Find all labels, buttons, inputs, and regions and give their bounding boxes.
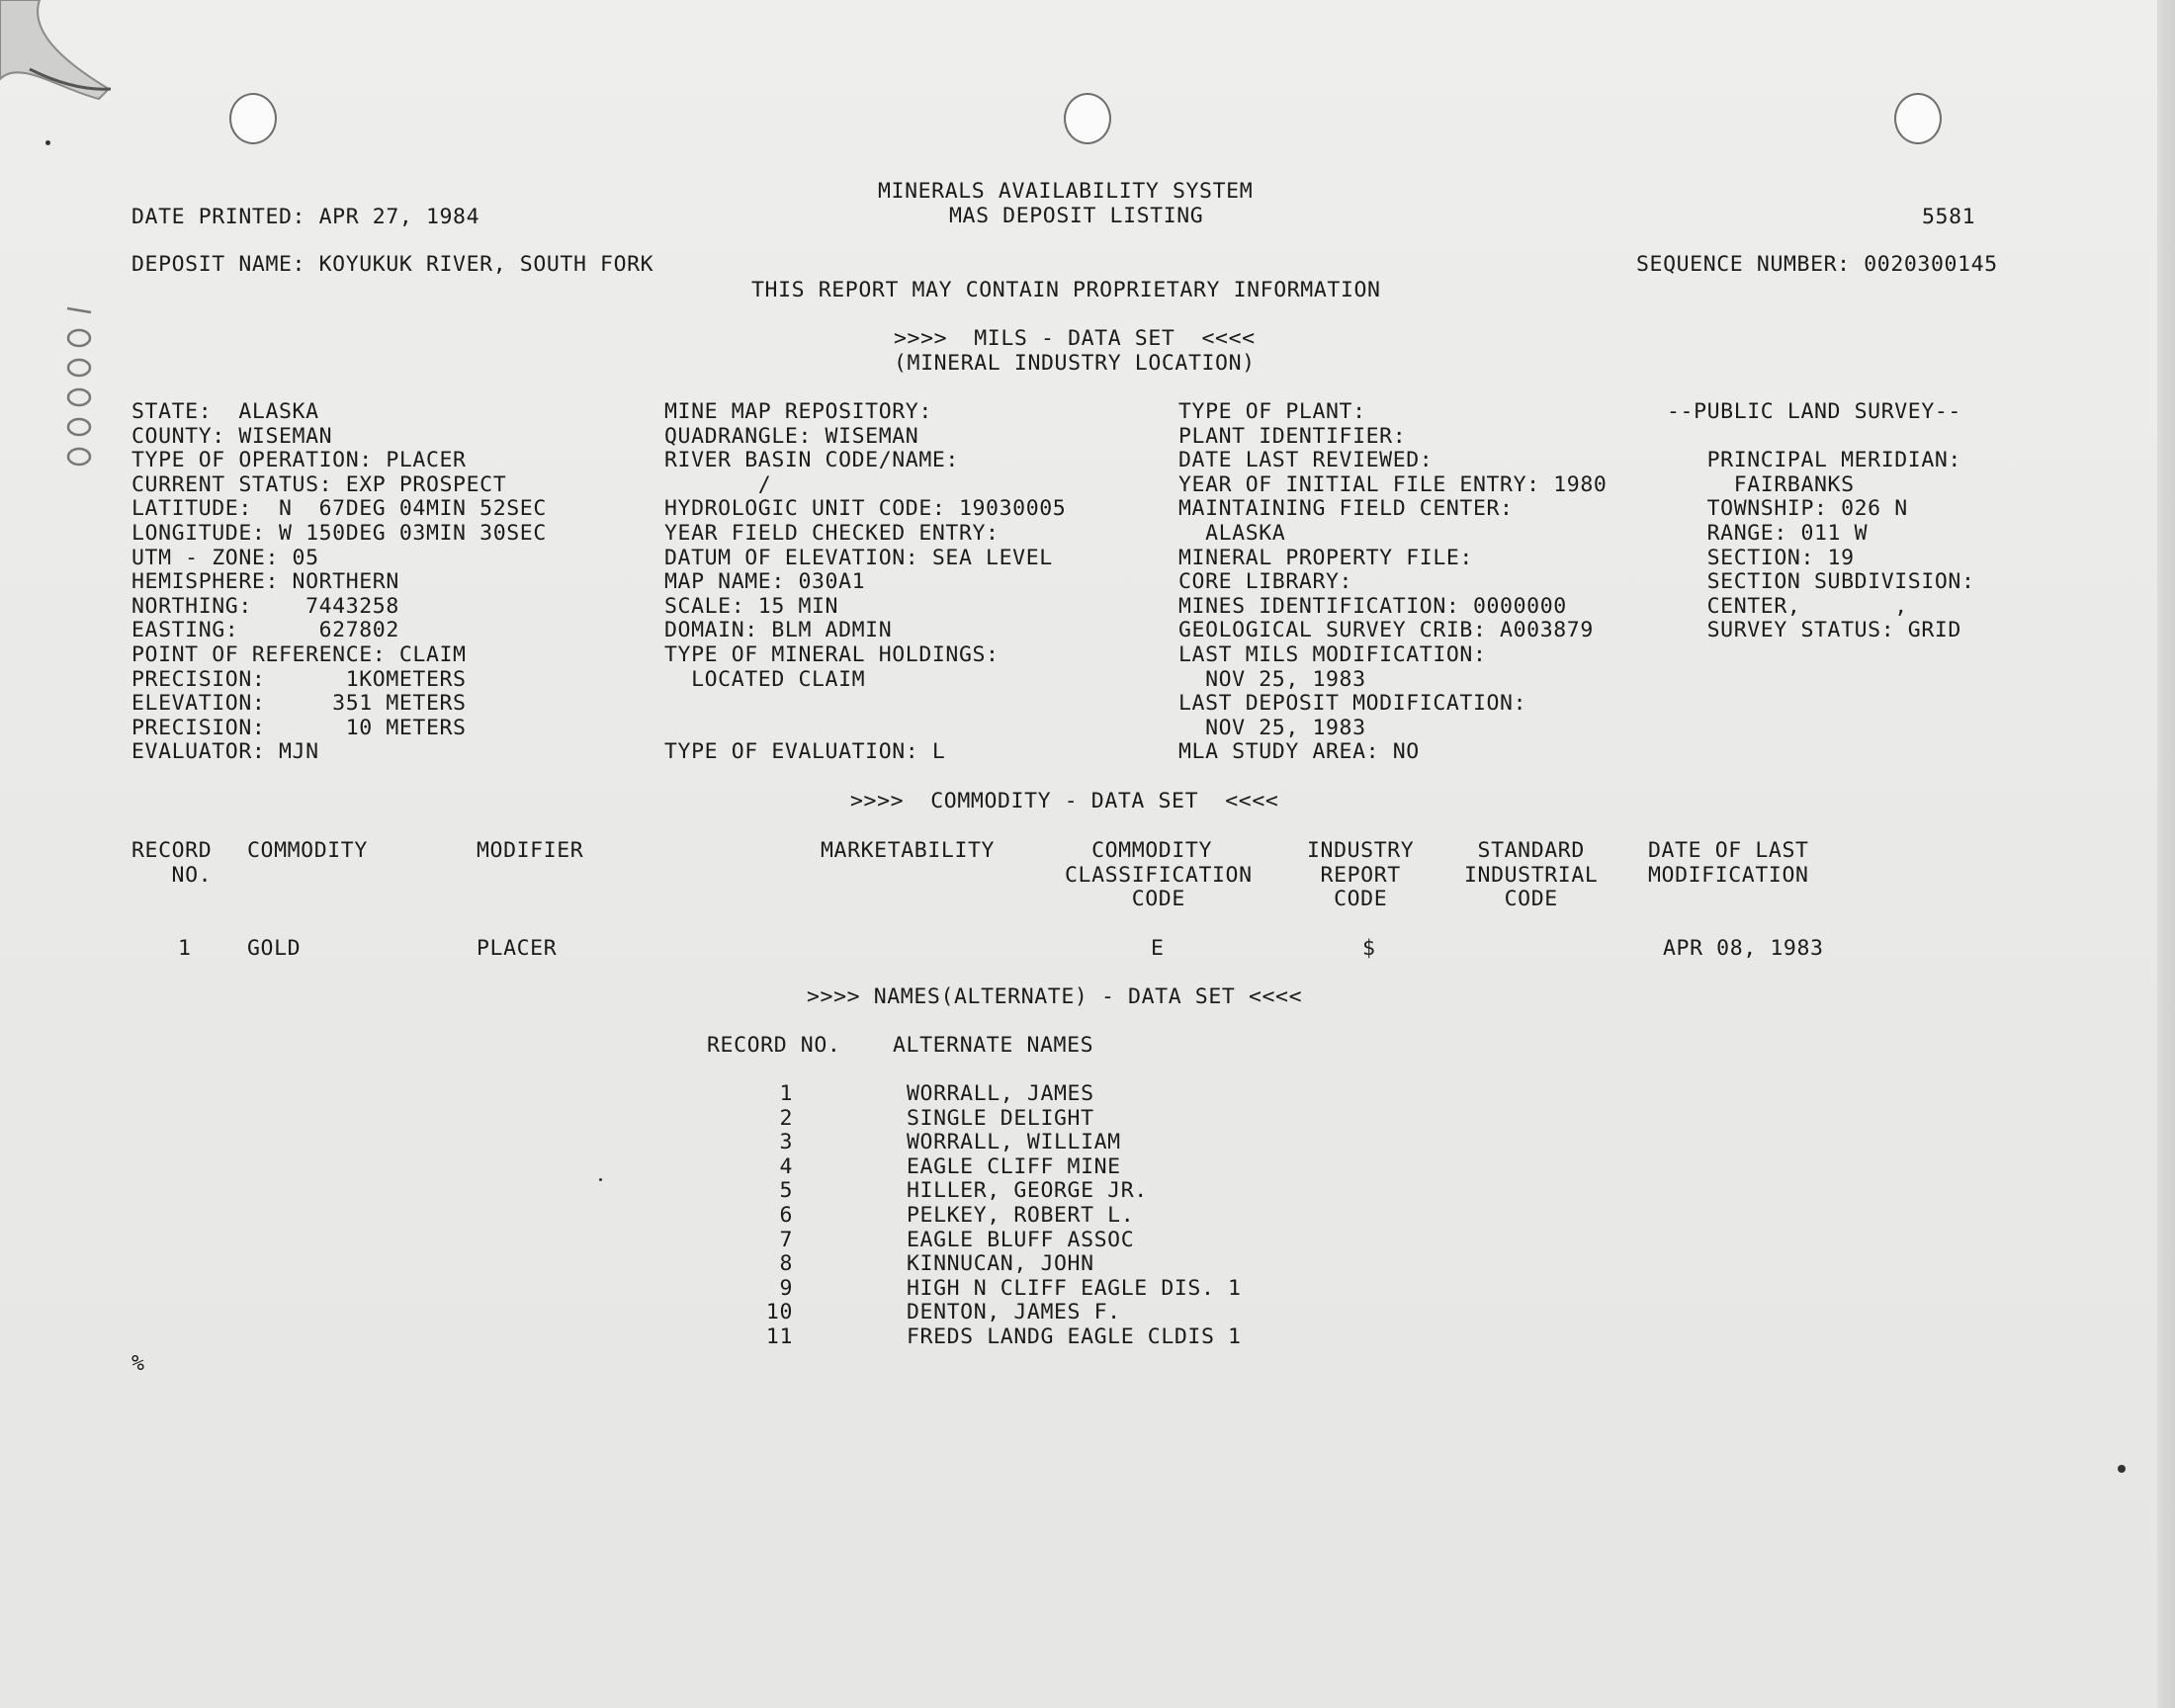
list-item	[0, 1204, 2175, 1228]
mils-field: MINES IDENTIFICATION: 0000000	[1178, 593, 1567, 619]
header-commodity: COMMODITY	[247, 838, 368, 863]
alternate-name: HILLER, GEORGE JR.	[907, 1178, 1148, 1204]
name-record-no: 8	[779, 1251, 793, 1277]
name-record-no: 3	[779, 1130, 793, 1155]
header-industry: REPORT	[1307, 862, 1401, 888]
survey-field: TOWNSHIP: 026 N	[1667, 496, 1908, 522]
list-item	[0, 1301, 2175, 1324]
mils-field: HEMISPHERE: NORTHERN	[131, 569, 399, 595]
alternate-name: EAGLE BLUFF ASSOC	[907, 1227, 1135, 1252]
alternate-name: SINGLE DELIGHT	[907, 1105, 1094, 1131]
mils-field: MLA STUDY AREA: NO	[1178, 739, 1420, 765]
mils-field: TYPE OF MINERAL HOLDINGS:	[664, 642, 1000, 667]
mils-field: TYPE OF PLANT:	[1178, 399, 1366, 424]
mils-field: YEAR FIELD CHECKED ENTRY:	[664, 521, 1000, 546]
list-item	[0, 1252, 2175, 1276]
mils-field: RIVER BASIN CODE/NAME:	[664, 448, 959, 473]
system-title: MINERALS AVAILABILITY SYSTEM	[878, 179, 1254, 204]
alternate-name: WORRALL, WILLIAM	[907, 1130, 1121, 1155]
listing-title: MAS DEPOSIT LISTING	[949, 204, 1204, 228]
commodity-record-no: 1	[178, 936, 192, 961]
binder-hole-left	[229, 93, 277, 144]
mils-field: MINE MAP REPOSITORY:	[664, 399, 932, 424]
header-sic: INDUSTRIAL	[1464, 862, 1599, 888]
alternate-name: FREDS LANDG EAGLE CLDIS 1	[907, 1324, 1242, 1349]
footer-mark: %	[131, 1351, 145, 1376]
header-record-no: NO.	[158, 862, 213, 888]
mils-field: DATUM OF ELEVATION: SEA LEVEL	[664, 545, 1053, 570]
mils-field: DATE LAST REVIEWED:	[1178, 448, 1434, 473]
mils-field: NOV 25, 1983	[1178, 715, 1366, 740]
alternate-name: EAGLE CLIFF MINE	[907, 1153, 1121, 1179]
header-industry: INDUSTRY	[1307, 838, 1415, 863]
mils-field: YEAR OF INITIAL FILE ENTRY: 1980	[1178, 471, 1608, 497]
name-record-no: 5	[779, 1178, 793, 1204]
list-item	[0, 1277, 2175, 1301]
list-item	[0, 1179, 2175, 1203]
mils-field: /	[664, 471, 772, 497]
name-record-no: 1	[779, 1081, 793, 1106]
name-record-no: 4	[779, 1153, 793, 1179]
alternate-name: HIGH N CLIFF EAGLE DIS. 1	[907, 1275, 1242, 1301]
survey-field: --PUBLIC LAND SURVEY--	[1667, 399, 1961, 424]
survey-field: CENTER, ,	[1667, 593, 1908, 619]
header-modifier: MODIFIER	[477, 838, 584, 863]
names-header: ALTERNATE NAMES	[893, 1033, 1094, 1058]
name-record-no: 9	[779, 1275, 793, 1301]
mils-field: ALASKA	[1178, 521, 1286, 546]
mils-field: LATITUDE: N 67DEG 04MIN 52SEC	[131, 496, 547, 522]
commodity-last-mod: APR 08, 1983	[1663, 936, 1824, 961]
alternate-name: PELKEY, ROBERT L.	[907, 1203, 1135, 1228]
commodity-row	[0, 937, 2175, 963]
name-record-no: 10	[765, 1300, 793, 1325]
name-record-no: 6	[779, 1203, 793, 1228]
commodity-modifier: PLACER	[477, 936, 558, 961]
mils-field: HYDROLOGIC UNIT CODE: 19030005	[664, 496, 1067, 522]
commodity-name: GOLD	[247, 936, 302, 961]
ink-speck	[2118, 1465, 2126, 1473]
date-printed: DATE PRINTED: APR 27, 1984	[131, 205, 480, 229]
header-last-mod: MODIFICATION	[1648, 862, 1809, 888]
page-number: 5581	[1922, 205, 1976, 229]
mils-field: QUADRANGLE: WISEMAN	[664, 423, 919, 449]
mils-field: MAINTAINING FIELD CENTER:	[1178, 496, 1514, 522]
header-sic: STANDARD	[1464, 838, 1585, 863]
torn-corner-graphic	[0, 0, 119, 119]
survey-field: SECTION: 19	[1667, 545, 1855, 570]
header-industry: CODE	[1307, 887, 1388, 912]
mils-field: STATE: ALASKA	[131, 399, 319, 424]
commodity-classification: E	[1151, 936, 1165, 961]
commodity-heading: >>>> COMMODITY - DATA SET <<<<	[850, 789, 1279, 813]
mils-field: COUNTY: WISEMAN	[131, 423, 333, 449]
header-classification: COMMODITY	[1065, 838, 1212, 863]
mils-subheading: (MINERAL INDUSTRY LOCATION)	[894, 351, 1256, 376]
mils-field: UTM - ZONE: 05	[131, 545, 319, 570]
ink-speck	[45, 140, 50, 145]
mils-heading: >>>> MILS - DATA SET <<<<	[894, 326, 1256, 351]
commodity-table-header	[0, 839, 2175, 914]
binder-hole-right	[1894, 93, 1942, 144]
header-marketability: MARKETABILITY	[821, 838, 996, 863]
deposit-name: DEPOSIT NAME: KOYUKUK RIVER, SOUTH FORK	[131, 252, 654, 277]
name-record-no: 2	[779, 1105, 793, 1131]
names-record-header: RECORD NO.	[707, 1033, 841, 1058]
survey-field: SECTION SUBDIVISION:	[1667, 569, 1975, 595]
alternate-name: WORRALL, JAMES	[907, 1081, 1094, 1106]
names-heading: >>>> NAMES(ALTERNATE) - DATA SET <<<<	[807, 984, 1303, 1009]
mils-field: SCALE: 15 MIN	[664, 593, 839, 619]
name-record-no: 11	[765, 1324, 793, 1349]
mils-field: DOMAIN: BLM ADMIN	[664, 618, 893, 643]
mils-field: EVALUATOR: MJN	[131, 739, 319, 765]
mils-field: ELEVATION: 351 METERS	[131, 691, 467, 717]
margin-stamp-graphic	[59, 306, 99, 484]
list-item	[0, 1155, 2175, 1179]
mils-field: TYPE OF OPERATION: PLACER	[131, 448, 467, 473]
list-item	[0, 1107, 2175, 1131]
mils-field: LAST MILS MODIFICATION:	[1178, 642, 1487, 667]
mils-field: EASTING: 627802	[131, 618, 399, 643]
header-record-no: RECORD	[131, 838, 213, 863]
mils-field: NORTHING: 7443258	[131, 593, 399, 619]
header-classification: CLASSIFICATION	[1065, 862, 1253, 888]
list-item	[0, 1131, 2175, 1154]
alternate-name: DENTON, JAMES F.	[907, 1300, 1121, 1325]
list-item	[0, 1229, 2175, 1252]
header-last-mod: DATE OF LAST	[1648, 838, 1809, 863]
mils-field: CORE LIBRARY:	[1178, 569, 1353, 595]
mils-field: LOCATED CLAIM	[664, 666, 866, 692]
mils-field: LAST DEPOSIT MODIFICATION:	[1178, 691, 1527, 717]
mils-field: POINT OF REFERENCE: CLAIM	[131, 642, 467, 667]
sequence-number: SEQUENCE NUMBER: 0020300145	[1636, 252, 1998, 277]
list-item	[0, 1082, 2175, 1106]
mils-field: NOV 25, 1983	[1178, 666, 1366, 692]
survey-field: PRINCIPAL MERIDIAN:	[1667, 448, 1961, 473]
alternate-name: KINNUCAN, JOHN	[907, 1251, 1094, 1277]
mils-field: PRECISION: 10 METERS	[131, 715, 467, 740]
alternate-names-list	[0, 1082, 2175, 1359]
mils-field: PLANT IDENTIFIER:	[1178, 423, 1407, 449]
commodity-industry-code: $	[1362, 936, 1376, 961]
mils-field: MINERAL PROPERTY FILE:	[1178, 545, 1473, 570]
mils-field: CURRENT STATUS: EXP PROSPECT	[131, 471, 507, 497]
mils-field: MAP NAME: 030A1	[664, 569, 866, 595]
binder-hole-center	[1064, 93, 1111, 144]
list-item	[0, 1325, 2175, 1349]
name-record-no: 7	[779, 1227, 793, 1252]
mils-field: GEOLOGICAL SURVEY CRIB: A003879	[1178, 618, 1594, 643]
proprietary-notice: THIS REPORT MAY CONTAIN PROPRIETARY INFORMATION	[751, 278, 1381, 302]
header-sic: CODE	[1464, 887, 1558, 912]
mils-field: TYPE OF EVALUATION: L	[664, 739, 946, 765]
survey-field: SURVEY STATUS: GRID	[1667, 618, 1961, 643]
survey-field: FAIRBANKS	[1667, 471, 1855, 497]
mils-field: PRECISION: 1KOMETERS	[131, 666, 467, 692]
mils-field: LONGITUDE: W 150DEG 03MIN 30SEC	[131, 521, 547, 546]
survey-field: RANGE: 011 W	[1667, 521, 1869, 546]
header-classification: CODE	[1065, 887, 1185, 912]
